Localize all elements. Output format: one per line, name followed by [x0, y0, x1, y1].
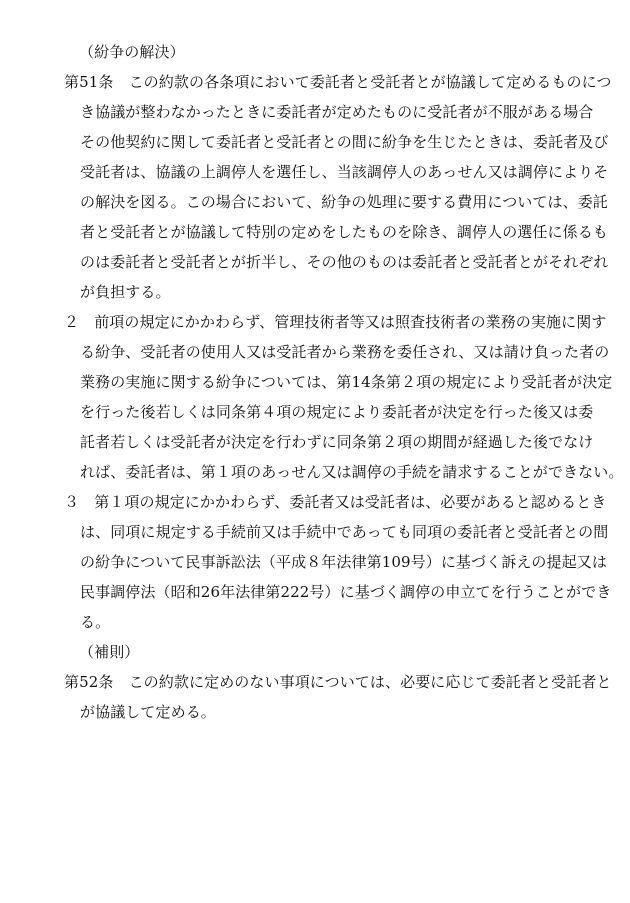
article-51-line: 第51条 この約款の各条項において委託者と受託者とが協議して定めるものにつ	[64, 73, 612, 91]
paragraph-2-line: 業務の実施に関する紛争については、第14条第２項の規定により受託者が決定	[80, 373, 613, 391]
paragraph-2-line: る紛争、受託者の使用人又は受託者から業務を委任され、又は請け負った者の	[80, 343, 610, 361]
paragraph-3-line: は、同項に規定する手続前又は手続中であっても同項の委託者と受託者との間	[80, 523, 609, 541]
article-51-heading: （紛争の解決）	[79, 43, 185, 61]
article-51-line: 者と受託者とが協議して特別の定めをしたものを除き、調停人の選任に係るも	[80, 223, 608, 241]
paragraph-3-line: ３ 第１項の規定にかかわらず、委託者又は受託者は、必要があると認めるとき	[64, 493, 607, 511]
paragraph-2-line: を行った後若しくは同条第４項の規定により委託者が決定を行った後又は委	[80, 403, 594, 421]
article-51-line: が負担する。	[80, 283, 171, 301]
article-52-line: が協議して定める。	[80, 703, 216, 721]
article-51-line: その他契約に関して委託者と受託者との間に紛争を生じたときは、委託者及び	[80, 133, 609, 151]
article-51-line: のは委託者と受託者とが折半し、その他のものは委託者と受託者とがそれぞれ	[80, 253, 609, 271]
paragraph-3-line: の紛争について民事訴訟法（平成８年法律第109号）に基づく訴えの提起又は	[80, 553, 607, 571]
paragraph-2-line: れば、委託者は、第１項のあっせん又は調停の手続を請求することができない。	[80, 463, 624, 481]
paragraph-2-line: 託者若しくは受託者が決定を行わずに同条第２項の期間が経過した後でなけ	[80, 433, 594, 451]
article-52-line: 第52条 この約款に定めのない事項については、必要に応じて委託者と受託者と	[64, 673, 612, 691]
article-52-heading: （補則）	[79, 643, 140, 661]
article-51-line: の解決を図る。この場合において、紛争の処理に要する費用については、委託	[80, 193, 608, 211]
article-51-line: き協議が整わなかったときに委託者が定めたものに受託者が不服がある場合	[80, 103, 594, 121]
article-51-line: 受託者は、協議の上調停人を選任し、当該調停人のあっせん又は調停によりそ	[80, 163, 609, 181]
paragraph-3-line: る。	[80, 613, 111, 631]
paragraph-2-line: ２ 前項の規定にかかわらず、管理技術者等又は照査技術者の業務の実施に関す	[64, 313, 607, 331]
paragraph-3-line: 民事調停法（昭和26年法律第222号）に基づく調停の申立てを行うことができ	[80, 583, 612, 601]
